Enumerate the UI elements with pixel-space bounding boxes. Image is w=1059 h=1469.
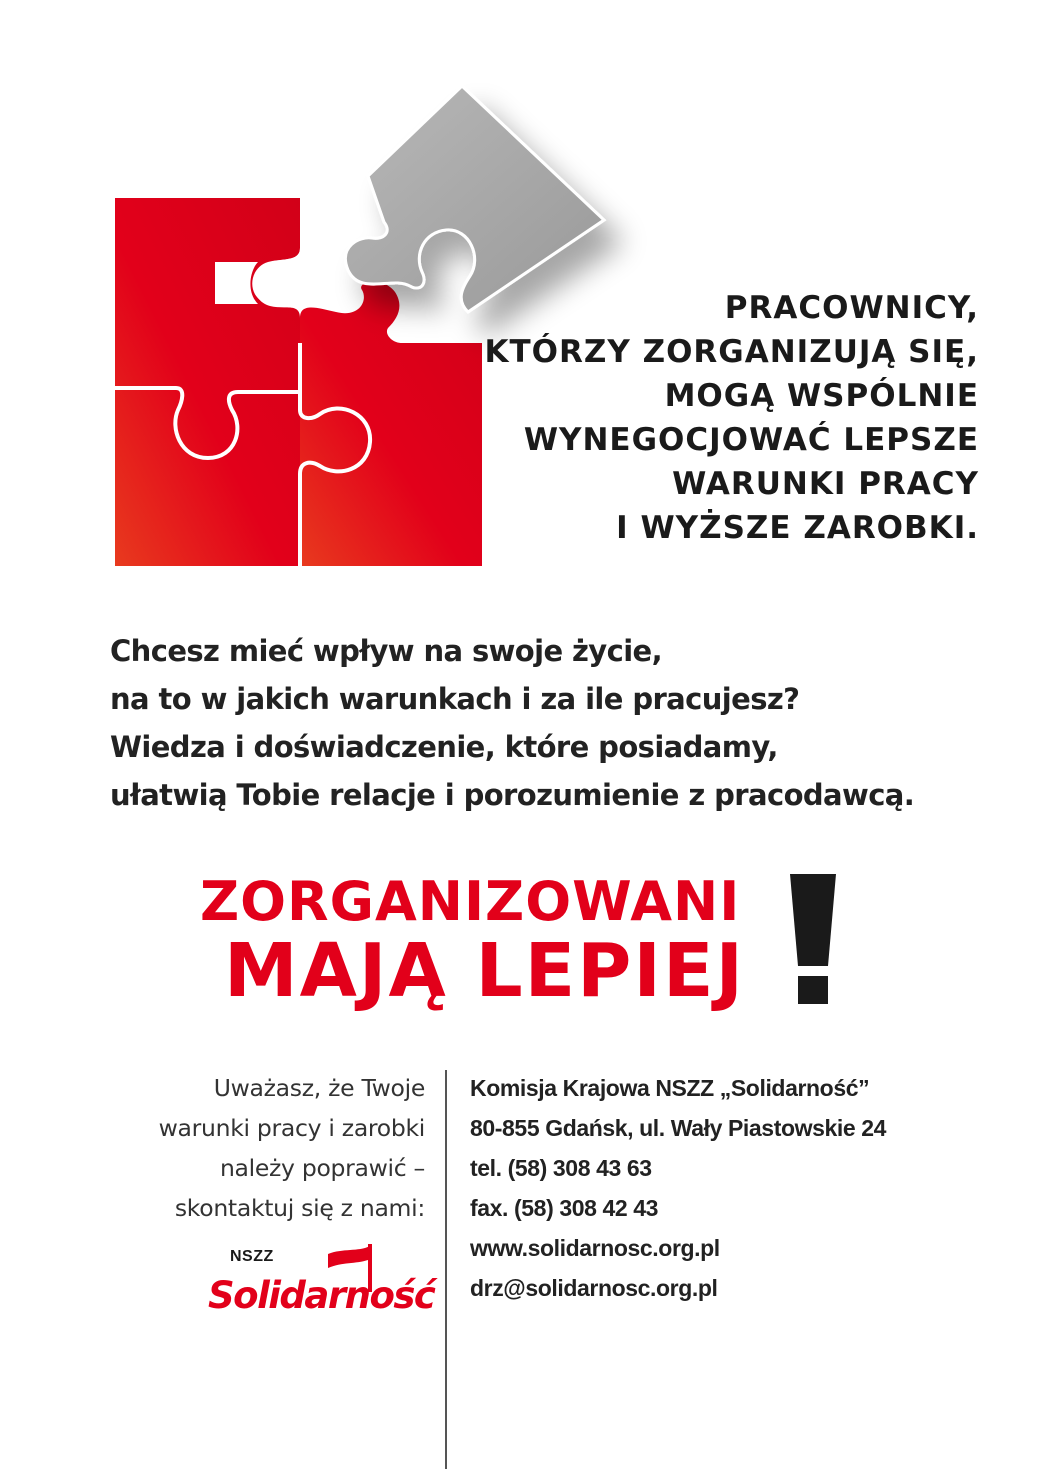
solidarnosc-logo (208, 1240, 435, 1340)
headline-line: MOGĄ WSPÓLNIE (664, 378, 979, 414)
intro-line: ułatwią Tobie relacje i porozumienie z pracodawcą. (110, 778, 915, 812)
contact-prompt-line: skontaktuj się z nami: (174, 1194, 425, 1222)
logo-nszz-label: NSZZ (230, 1248, 274, 1265)
contact-phone: tel. (58) 308 43 63 (470, 1155, 652, 1181)
headline-line: WARUNKI PRACY (672, 466, 979, 502)
headline-line: KTÓRZY ZORGANIZUJĄ SIĘ, (484, 334, 979, 370)
slogan-line-1: ZORGANIZOWANI (200, 870, 741, 933)
contact-details (470, 1068, 886, 1308)
contact-prompt-line: warunki pracy i zarobki (158, 1114, 425, 1142)
contact-organization: Komisja Krajowa NSZZ „Solidarność” (470, 1075, 870, 1101)
headline-line: PRACOWNICY, (724, 290, 979, 326)
exclamation-icon (788, 874, 838, 1006)
contact-address: 80-855 Gdańsk, ul. Wały Piastowskie 24 (470, 1115, 887, 1141)
contact-prompt-line: należy poprawić – (219, 1154, 425, 1182)
intro-line: na to w jakich warunkach i za ile pracujesz? (110, 682, 800, 716)
intro-paragraph (110, 627, 990, 819)
red-puzzle-pieces (115, 198, 482, 566)
headline-line: WYNEGOCJOWAĆ LEPSZE (523, 422, 979, 458)
contact-prompt-line: Uważasz, że Twoje (213, 1074, 425, 1102)
slogan-line-2: MAJĄ LEPIEJ (224, 928, 746, 1014)
headline-line: I WYŻSZE ZAROBKI. (616, 510, 979, 546)
grey-puzzle-piece (345, 86, 604, 312)
intro-line: Wiedza i doświadczenie, które posiadamy, (110, 730, 778, 764)
contact-website[interactable]: www.solidarnosc.org.pl (470, 1235, 720, 1261)
vertical-divider (445, 1070, 447, 1469)
slogan (200, 870, 900, 1040)
contact-email[interactable]: drz@solidarnosc.org.pl (470, 1275, 718, 1301)
headline (459, 286, 979, 550)
logo-wordmark: Solidarność (208, 1274, 435, 1317)
intro-line: Chcesz mieć wpływ na swoje życie, (110, 634, 663, 668)
contact-prompt (5, 1068, 425, 1228)
contact-fax: fax. (58) 308 42 43 (470, 1195, 659, 1221)
